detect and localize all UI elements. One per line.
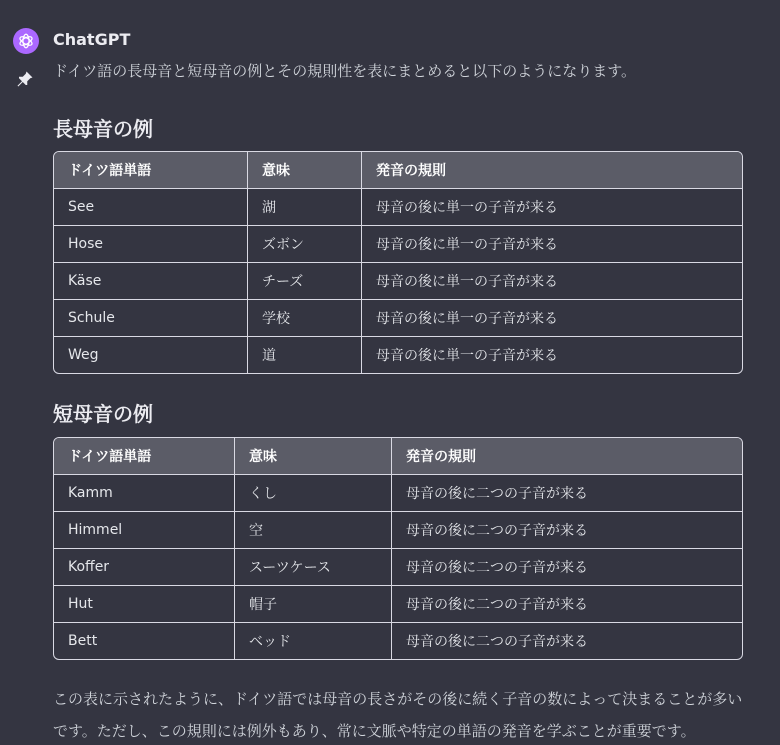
long-vowel-table xyxy=(53,151,743,374)
table-row xyxy=(54,188,742,225)
column-header: ドイツ語単語 xyxy=(68,163,152,179)
rule-cell: 母音の後に単一の子音が来る xyxy=(361,226,742,262)
meaning-cell: 帽子 xyxy=(234,586,391,622)
word-cell: Weg xyxy=(68,347,99,363)
word-cell: Koffer xyxy=(68,559,110,575)
rule-cell: 母音の後に二つの子音が来る xyxy=(391,512,742,548)
meaning-cell: ズボン xyxy=(247,226,361,262)
column-header: 意味 xyxy=(247,152,361,188)
rule-cell: 母音の後に単一の子音が来る xyxy=(361,263,742,299)
word-cell: See xyxy=(68,199,95,215)
word-cell: Hut xyxy=(68,596,93,612)
summary-text: この表に示されたように、ドイツ語では母音の長さがその後に続く子音の数によって決まることが多いです。ただし、この規則には例外もあり、常に文脈や特定の単語の発音を学ぶことが重要です。 xyxy=(53,690,743,740)
rule-cell: 母音の後に単一の子音が来る xyxy=(361,189,742,225)
rule-cell: 母音の後に二つの子音が来る xyxy=(391,549,742,585)
meaning-cell: スーツケース xyxy=(234,549,391,585)
column-header: ドイツ語単語 xyxy=(68,449,152,465)
table-row xyxy=(54,585,742,622)
rule-cell: 母音の後に単一の子音が来る xyxy=(361,300,742,336)
short-vowel-table xyxy=(53,437,743,660)
word-cell: Bett xyxy=(68,633,98,649)
pin-icon[interactable] xyxy=(16,70,34,88)
meaning-cell: ベッド xyxy=(234,623,391,659)
word-cell: Käse xyxy=(68,273,102,289)
column-header: 発音の規則 xyxy=(361,152,742,188)
word-cell: Himmel xyxy=(68,522,123,538)
section-title-short-vowels: 短母音の例 xyxy=(53,402,153,426)
column-header: 意味 xyxy=(234,438,391,474)
rule-cell: 母音の後に二つの子音が来る xyxy=(391,586,742,622)
meaning-cell: 学校 xyxy=(247,300,361,336)
table-row xyxy=(54,262,742,299)
meaning-cell: 道 xyxy=(247,337,361,373)
table-row xyxy=(54,548,742,585)
table-header-row xyxy=(54,438,742,474)
word-cell: Kamm xyxy=(68,485,113,501)
word-cell: Schule xyxy=(68,310,115,326)
author-name: ChatGPT xyxy=(53,30,131,49)
openai-logo-icon xyxy=(13,28,39,54)
meaning-cell: くし xyxy=(234,475,391,511)
rule-cell: 母音の後に二つの子音が来る xyxy=(391,475,742,511)
table-row xyxy=(54,474,742,511)
column-header: 発音の規則 xyxy=(391,438,742,474)
section-title-long-vowels: 長母音の例 xyxy=(53,117,153,141)
table-row xyxy=(54,511,742,548)
word-cell: Hose xyxy=(68,236,103,252)
meaning-cell: 空 xyxy=(234,512,391,548)
table-row xyxy=(54,225,742,262)
intro-text: ドイツ語の長母音と短母音の例とその規則性を表にまとめると以下のようになります。 xyxy=(53,62,637,80)
table-row xyxy=(54,622,742,659)
meaning-cell: 湖 xyxy=(247,189,361,225)
rule-cell: 母音の後に二つの子音が来る xyxy=(391,623,742,659)
rule-cell: 母音の後に単一の子音が来る xyxy=(361,337,742,373)
table-header-row xyxy=(54,152,742,188)
table-row xyxy=(54,336,742,373)
meaning-cell: チーズ xyxy=(247,263,361,299)
table-row xyxy=(54,299,742,336)
